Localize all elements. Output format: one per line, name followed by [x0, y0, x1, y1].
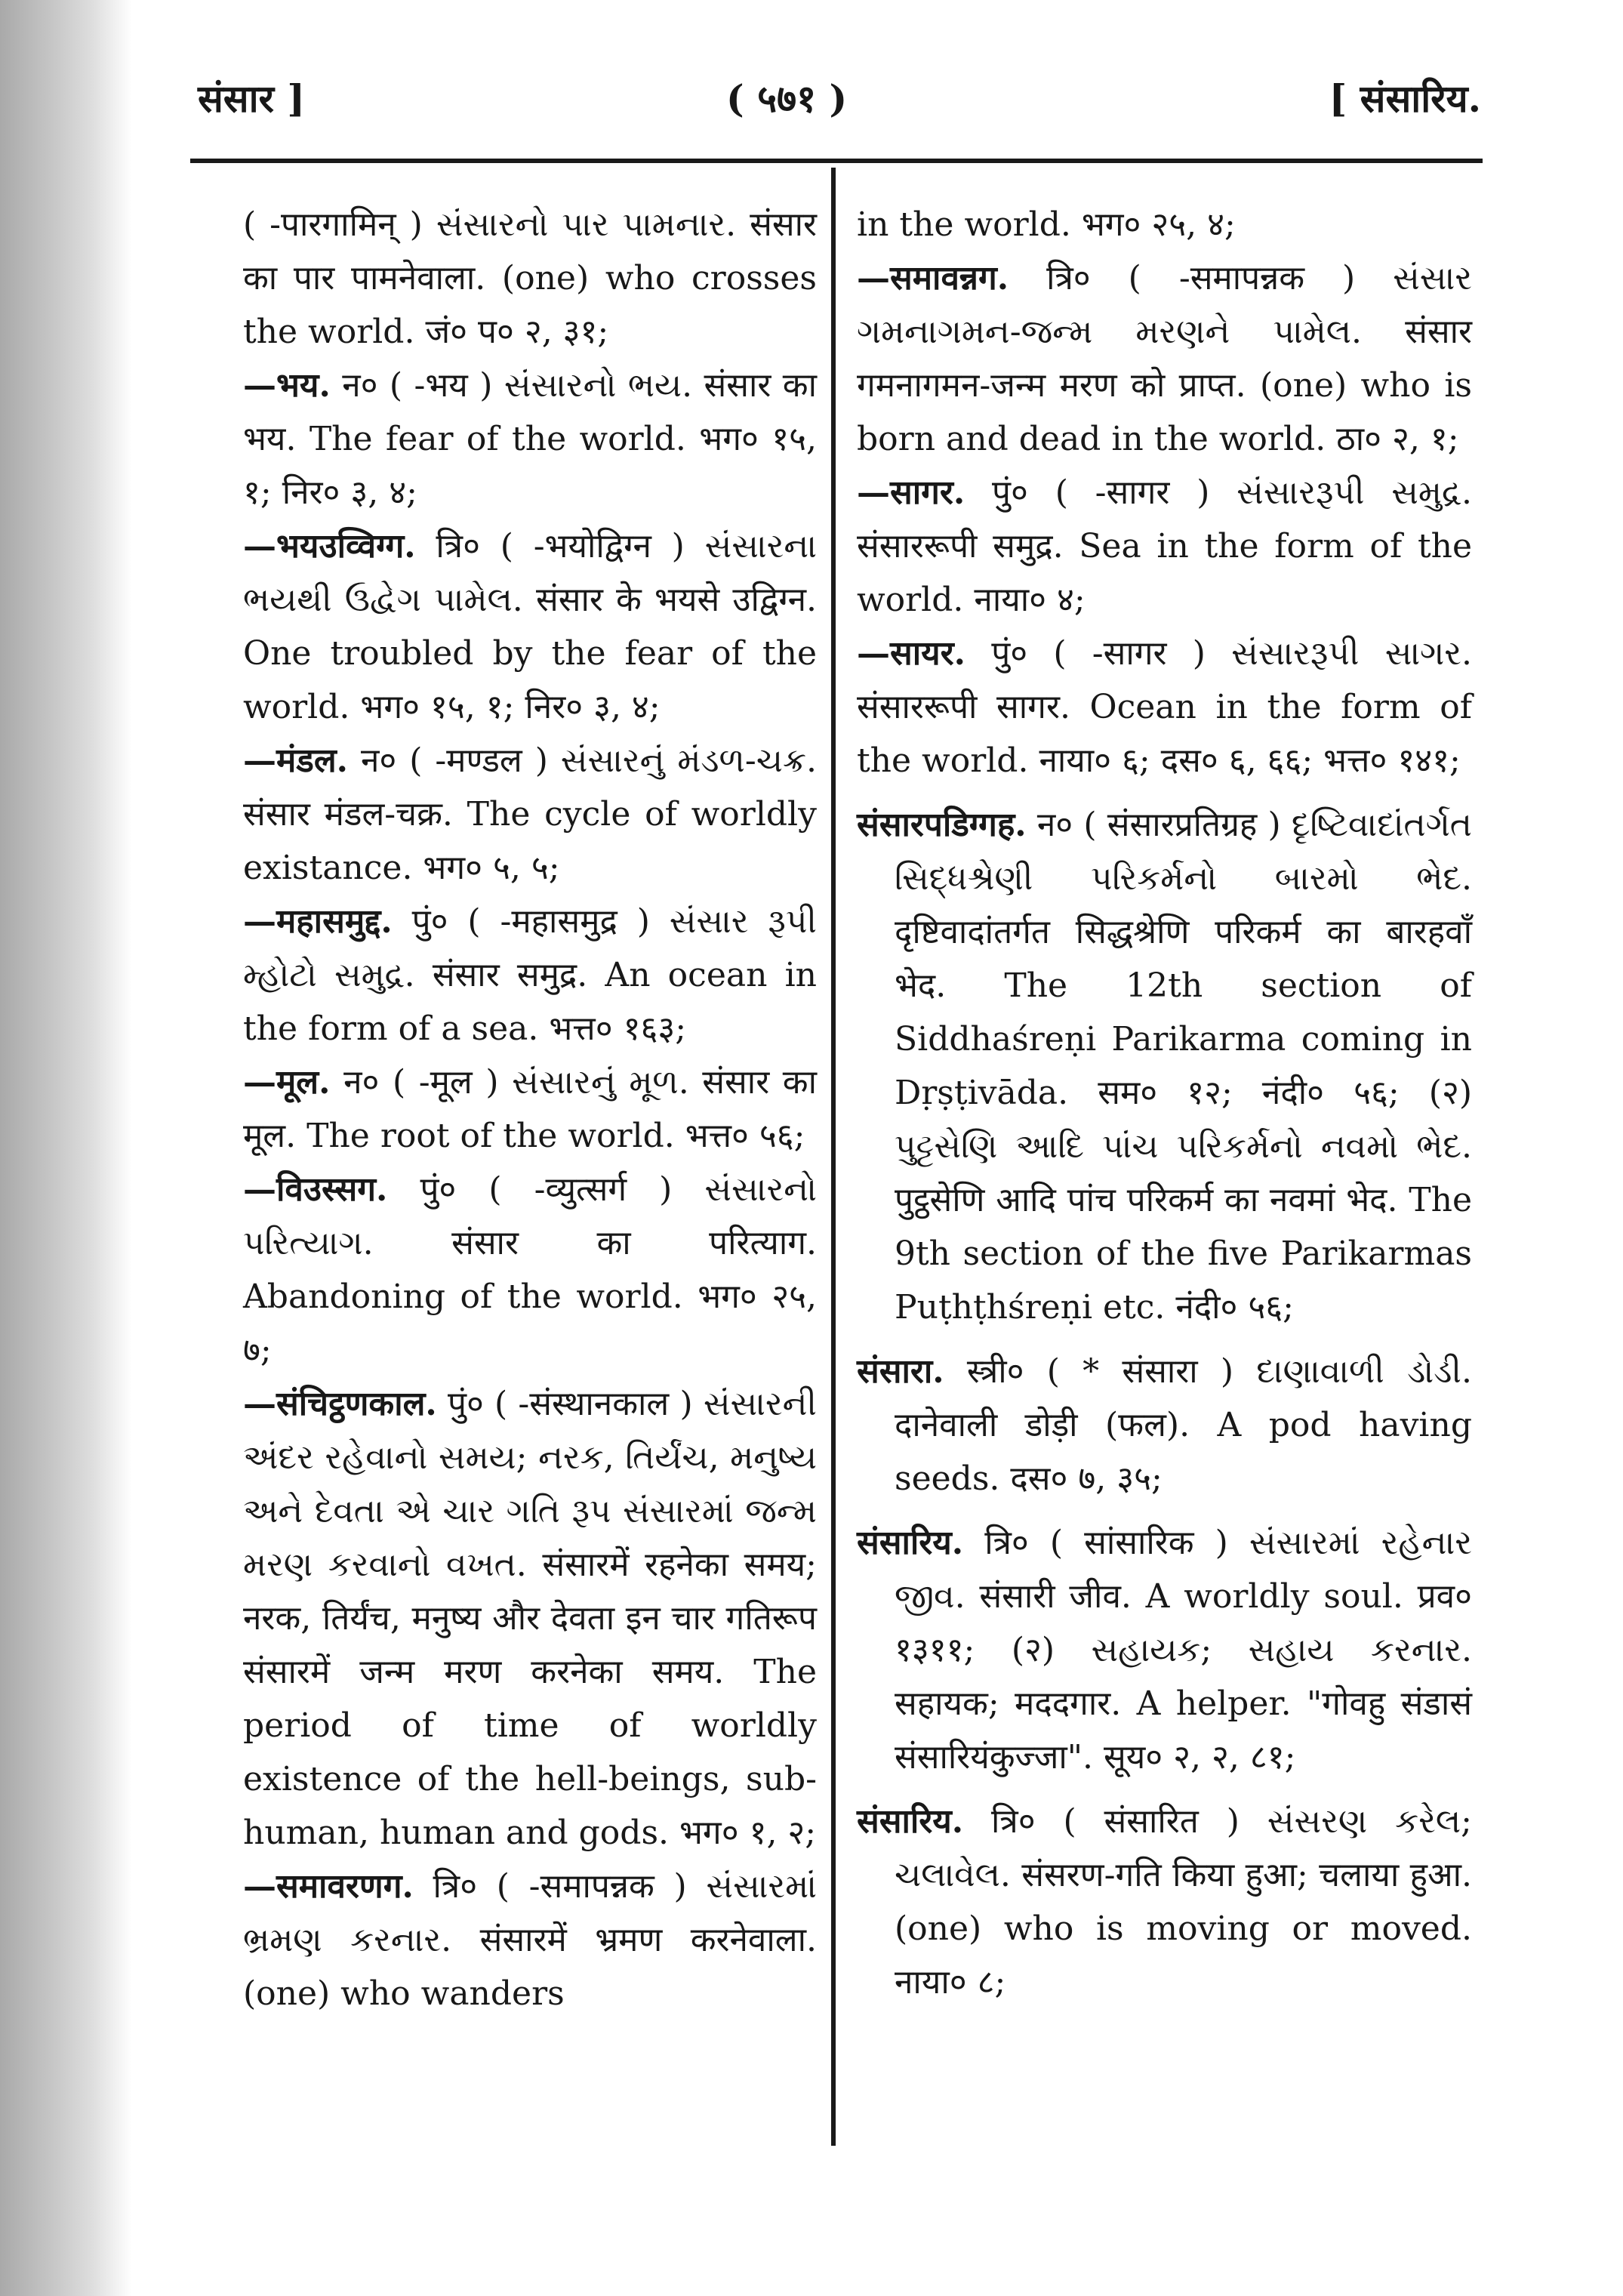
entry-headword: संसारिय.: [857, 1524, 964, 1562]
page-header: [198, 64, 1481, 132]
entry-term: —संचिट्ठणकाल.: [243, 1385, 437, 1423]
entry: [243, 359, 817, 519]
entry-term: —मंडल.: [243, 741, 349, 780]
entry-term: —भयउव्विग्ग.: [243, 527, 416, 566]
entry-term: —भय.: [243, 366, 331, 405]
entry-headword: संसारिय.: [857, 1802, 964, 1841]
entry-text: पुं० ( -व्युत्सर्ग ) સંસારનો પરિત્યાગ. संसार का परित्याग. Abandoning of the world. भग० २५, ७;: [243, 1170, 817, 1370]
entry: [857, 466, 1472, 627]
entry: [243, 1056, 817, 1163]
entry-text: in the world. भग० २५, ४;: [857, 205, 1236, 244]
right-column: [857, 198, 1472, 2009]
entry: [243, 1163, 817, 1377]
page-binding-shadow: [0, 0, 132, 2296]
entry-term: —समावन्नग.: [857, 259, 1009, 297]
header-last-word: [ संसारिय.: [1329, 76, 1481, 121]
entry-term: —महासमुद्द.: [243, 902, 393, 941]
entry: [857, 1795, 1472, 2009]
entry: [243, 734, 817, 895]
entry: [857, 198, 1472, 251]
entry-text: न० ( -मूल ) સંસારનું મૂળ. संसार का मूल. The root of the world. भत्त० ५६;: [243, 1063, 817, 1155]
header-rule: [190, 159, 1483, 163]
entry-text: त्रि० ( -भयोद्विग्न ) સંસારના ભયથી ઉદ્વેગ પામેલ. संसार के भयसे उद्विग्न. One troubled by the fear of the world. भग० १५, १; निर० ३, ४;: [243, 527, 817, 726]
entry-term: —विउस्सग.: [243, 1170, 388, 1209]
entry-headword: संसारपडिग्गह.: [857, 806, 1027, 844]
entry: [243, 519, 817, 734]
entry-text: त्रि० ( सांसारिक ) સંસારમાં રહેનાર જીવ. संसारी जीव. A worldly soul. प्रव० १३११; (२) સહાયક; સહાય કરનાર. सहायक; मददगार. A helper. "गोवहु संडासं संसारियंकुज्जा". सूय० २, २, ८१;: [895, 1524, 1472, 1777]
entry: [857, 1516, 1472, 1784]
entry: [243, 1377, 817, 1860]
entry-text: त्रि० ( -समापन्नक ) સંસાર ગમનાગમન-જન્મ મરણને પામેલ. संसार गमनागमन-जन्म मरण को प्राप्त. (one) who is born and dead in the world. ठा० २, १;: [857, 259, 1472, 458]
entry: [243, 1860, 817, 2020]
entry-text: स्त्री० ( * संसारा ) દાણાવાળી ડોડી. दानेवाली डोड़ी (फल). A pod having seeds. दस० ७, ३५;: [895, 1352, 1472, 1498]
entry-text: पुं० ( -महासमुद्र ) સંસાર રૂપી મ્હોટો સમુદ્ર. संसार समुद्र. An ocean in the form of a sea. भत्त० १६३;: [243, 902, 817, 1048]
entry-text: पुं० ( -सागर ) સંસારરૂપી સમુદ્ર. संसाररूपी समुद्र. Sea in the form of the world. नाया० ४;: [857, 473, 1472, 619]
entry-text: त्रि० ( -समापन्नक ) સંસારમાં ભ્રમણ કરનાર. संसारमें भ्रमण करनेवाला. (one) who wanders: [243, 1867, 817, 2013]
entry: [857, 251, 1472, 466]
entry-text: न० ( -मण्डल ) સંસારનું મંડળ-ચક્ર. संसार मंडल-चक्र. The cycle of worldly existance. भग० ५, ५;: [243, 741, 817, 887]
entry-text: न० ( संसारप्रतिग्रह ) દૃષ્ટિવાદાંતર્ગત સિદ્ધશ્રેણી પરિકર્મનો બારમો ભેદ. दृष्टिवादांतर्गत सिद्धश्रेणि परिकर्म का बारहवाँ भेद. The 12th section of Siddhaśreṇi Parikarma coming in Dṛṣṭivāda. सम० १२; नंदी० ५६; (२) પુટ્ટસેણિ આદિ પાંચ પરિકર્મનો નવમો ભેદ. पुट्ठसेणि आदि पांच परिकर्म का नवमां भेद. The 9th section of the five Parikarmas Puṭhṭhśreṇi etc. नंदी० ५६;: [895, 806, 1472, 1327]
entry-text: ( -पारगामिन् ) સંસારનો પાર પામનાર. संसार का पार पामनेवाला. (one) who crosses the world. जं० प० २, ३१;: [243, 205, 817, 351]
entry: [857, 798, 1472, 1334]
header-first-word: संसार ]: [198, 76, 306, 121]
entry-text: न० ( -भय ) સંસારનો ભય. संसार का भय. The fear of the world. भग० १५, १; निर० ३, ४;: [243, 366, 817, 512]
entry-term: —समावरणग.: [243, 1867, 414, 1906]
entry-term: —सायर.: [857, 634, 965, 673]
entry-text: पुं० ( -संस्थानकाल ) સંસારની અંદર રહેવાનો સમય; નરક, તિર્યંચ, મનુષ્ય અને દેવતા એ ચાર ગતિ રૂપ સંસારમાં જન્મ મરણ કરવાનો વખત. संसारमें रहनेका समय; नरक, तिर्यंच, मनुष्य और देवता इन चार गतिरूप संसारमें जन्म मरण करनेका समय. The period of time of worldly existence of the hell-beings, sub-human, human and gods. भग० १, २;: [243, 1385, 817, 1852]
entry-term: —सागर.: [857, 473, 965, 512]
entry: [857, 1345, 1472, 1505]
entry-term: —मूल.: [243, 1063, 331, 1102]
entry-text: त्रि० ( संसारित ) સંસરણ કરેલ; ચલાવેલ. संसरण-गति किया हुआ; चलाया हुआ. (one) who is moving or moved. नाया० ८;: [895, 1802, 1472, 2002]
entry-text: पुं० ( -सागर ) સંસારરૂપી સાગર. संसाररूपी सागर. Ocean in the form of the world. नाया० ६; दस० ६, ६६; भत्त० १४१;: [857, 634, 1472, 780]
page-number: ( ५७१ ): [726, 76, 848, 121]
entry-headword: संसारा.: [857, 1352, 944, 1391]
entry: [243, 198, 817, 359]
column-divider: [831, 168, 836, 2146]
left-column: [243, 198, 817, 2020]
entry: [857, 627, 1472, 787]
entry: [243, 895, 817, 1056]
